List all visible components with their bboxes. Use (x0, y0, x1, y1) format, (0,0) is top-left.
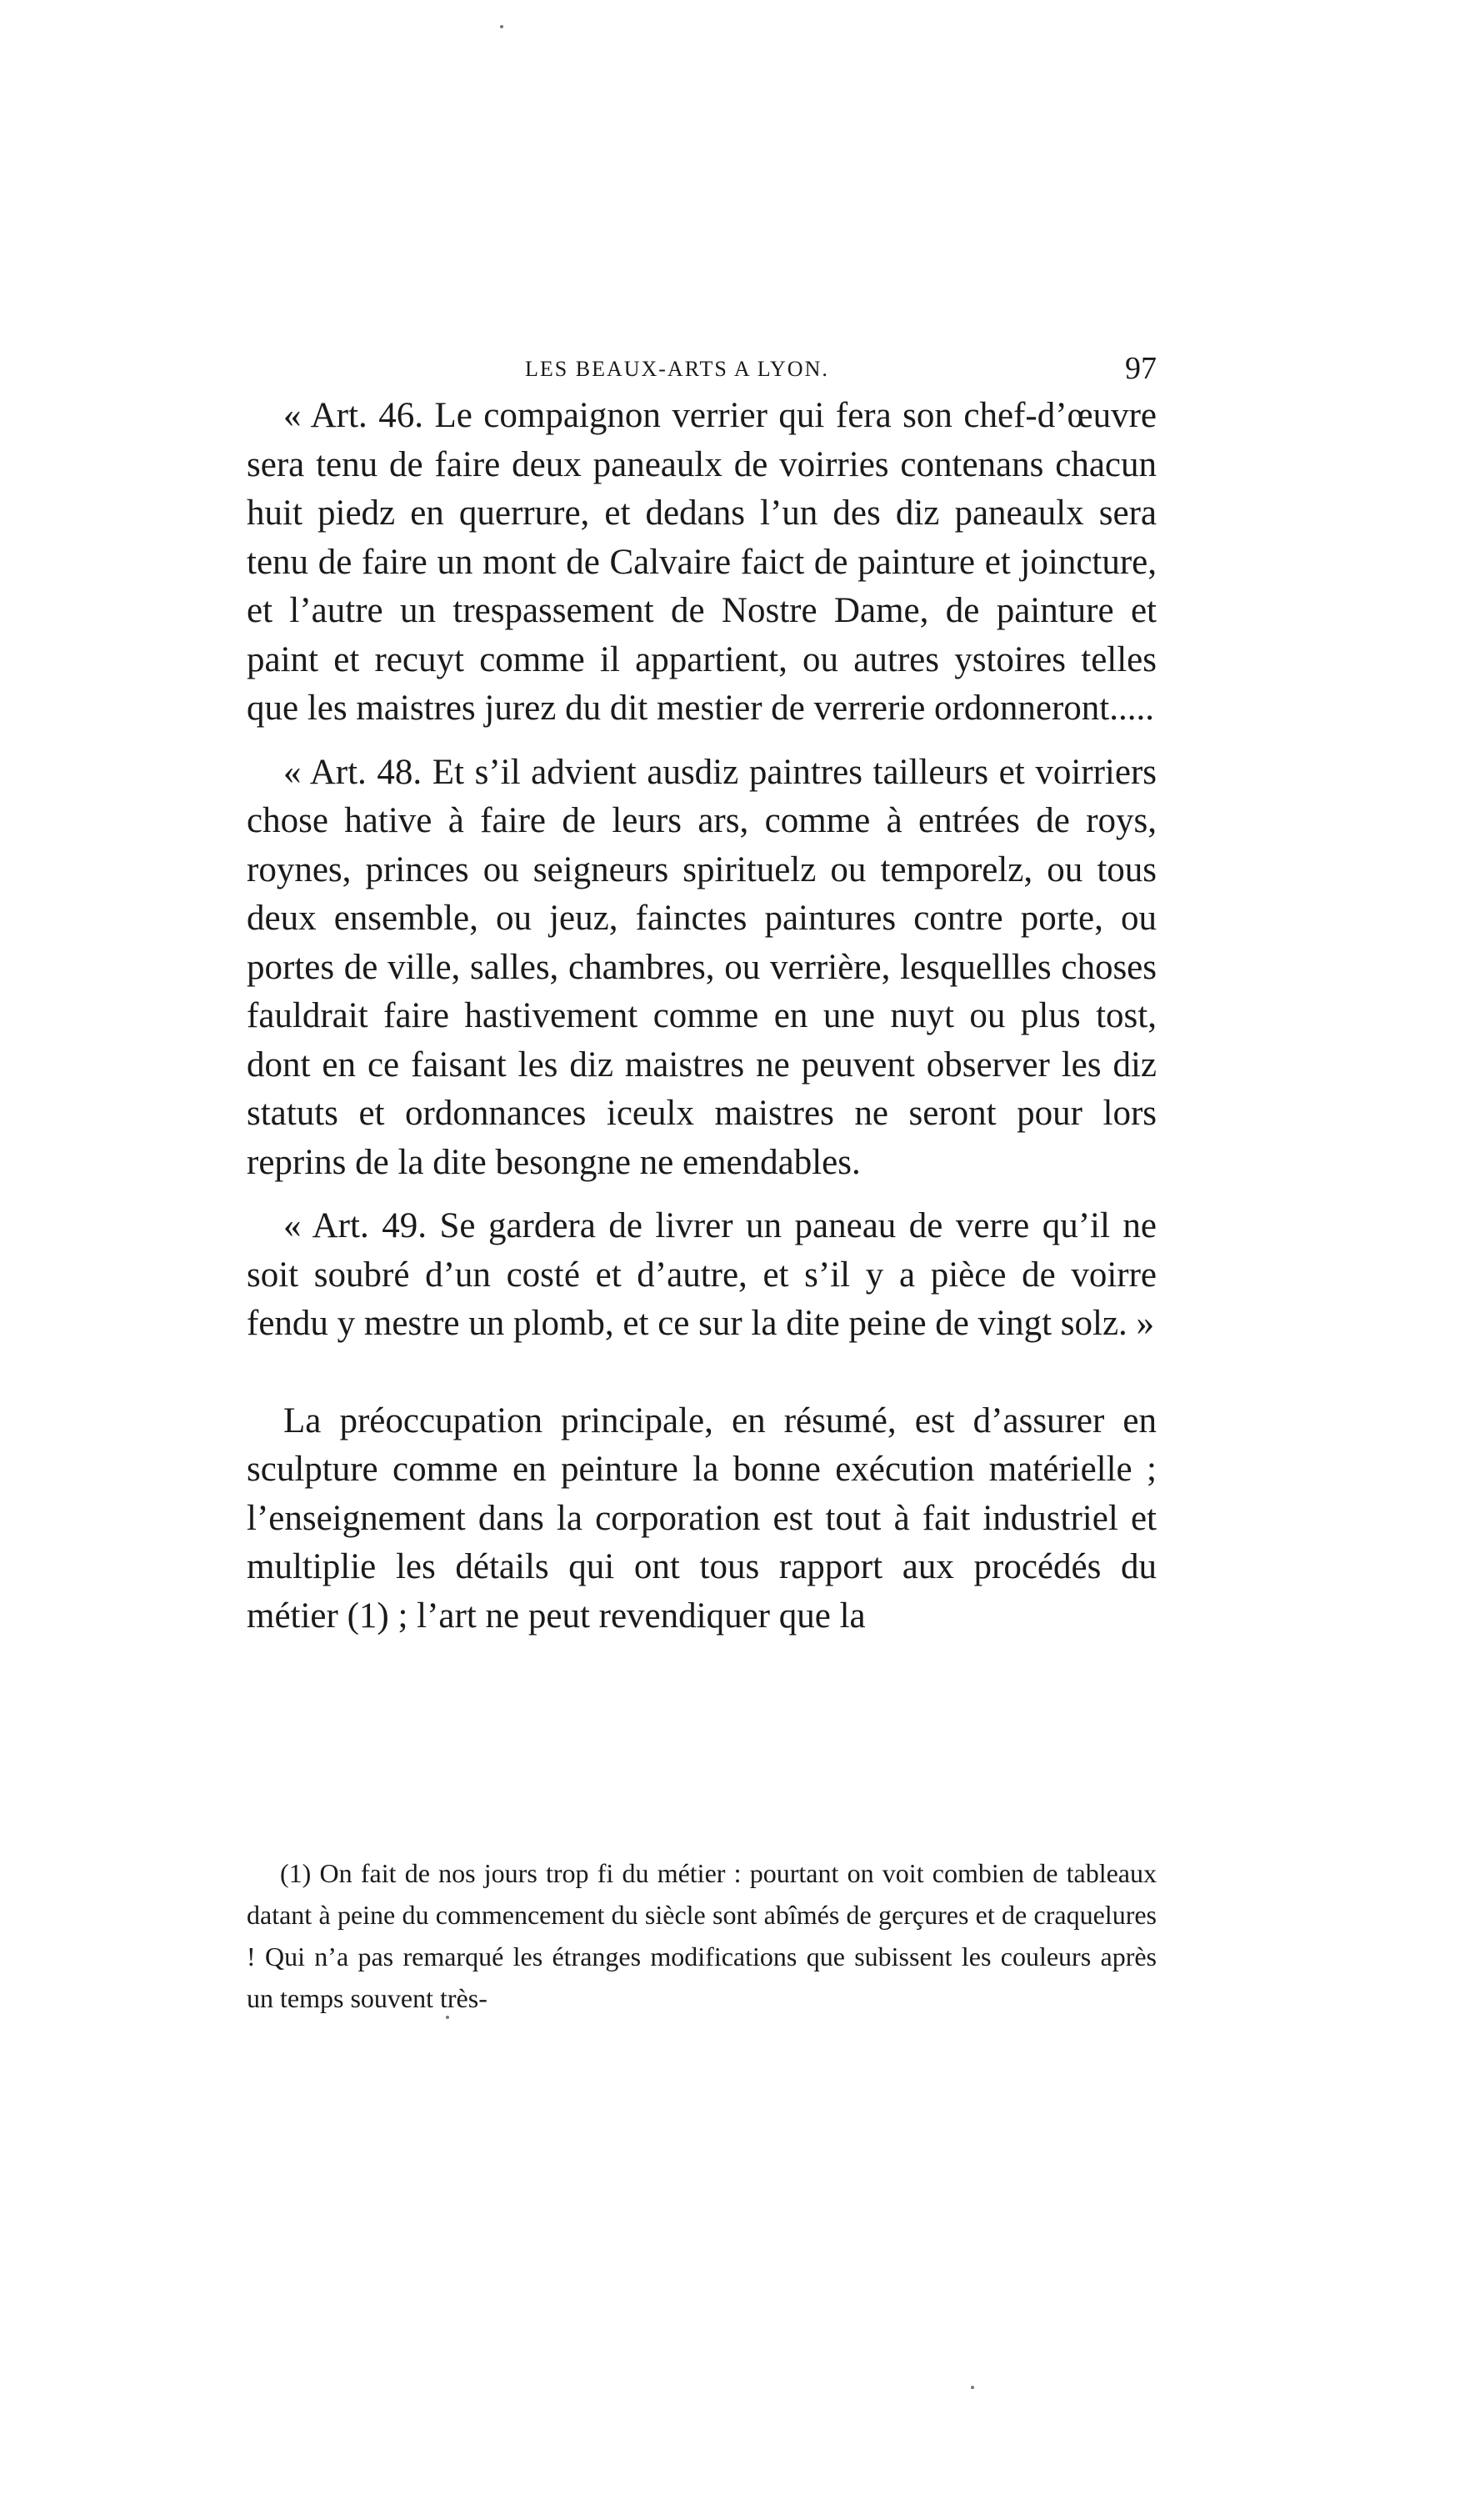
footnote: (1) On fait de nos jours trop fi du métier : pourtant on voit combien de tableaux datant à peine du commencement du siècle sont abîmés de gerçures et de craquelures ! Qui n’a pas remarqué les étranges modifications que subissent les couleurs après un temps souvent très- (247, 1858, 1157, 2013)
running-title: LES BEAUX-ARTS A LYON. (525, 357, 829, 381)
scan-speck (971, 2386, 974, 2389)
summary-paragraph: La préoccupation principale, en résumé, est d’assurer en sculpture comme en peinture la bonne exécution matérielle ; l’enseignement dans la corporation est tout à fait industriel et multiplie les détails qui ont tous rapport aux procédés du métier (1) ; l’art ne peut revendiquer que la (247, 1400, 1157, 1636)
article-48: « Art. 48. Et s’il advient ausdiz paintres tailleurs et voirriers chose hative à faire de leurs ars, comme à entrées de roys, roynes, princes ou seigneurs spirituelz ou temporelz, ou tous deux ensemble, ou jeuz, fainctes paintures contre porte, ou portes de ville, salles, chambres, ou verrière, lesquellles choses fauldrait faire hastivement comme en une nuyt ou plus tost, dont en ce faisant les diz maistres ne peuvent observer les diz statuts et ordonnances iceulx maistres ne seront pour lors reprins de la dite besongne ne emendables. (247, 752, 1157, 1182)
scan-speck (500, 25, 503, 28)
scan-speck (446, 2016, 449, 2019)
article-49: « Art. 49. Se gardera de livrer un paneau de verre qu’il ne soit soubré d’un costé et d’autre, et s’il y a pièce de voirre fendu y mestre un plomb, et ce sur la dite peine de vingt solz. » (247, 1206, 1157, 1343)
page-number: 97 (1125, 351, 1157, 386)
main-text (247, 392, 1157, 1641)
article-46: « Art. 46. Le compaignon verrier qui fera son chef-d’œuvre sera tenu de faire deux paneaulx de voirries contenans chacun huit piedz en querrure, et dedans l’un des diz paneaulx sera tenu de faire un mont de Calvaire faict de painture et joincture, et l’autre un trespassement de Nostre Dame, de painture et paint et recuyt comme il appartient, ou autres ystoires telles que les maistres jurez du dit mestier de verrerie ordonneront..... (247, 396, 1157, 728)
page-header (247, 348, 1157, 390)
